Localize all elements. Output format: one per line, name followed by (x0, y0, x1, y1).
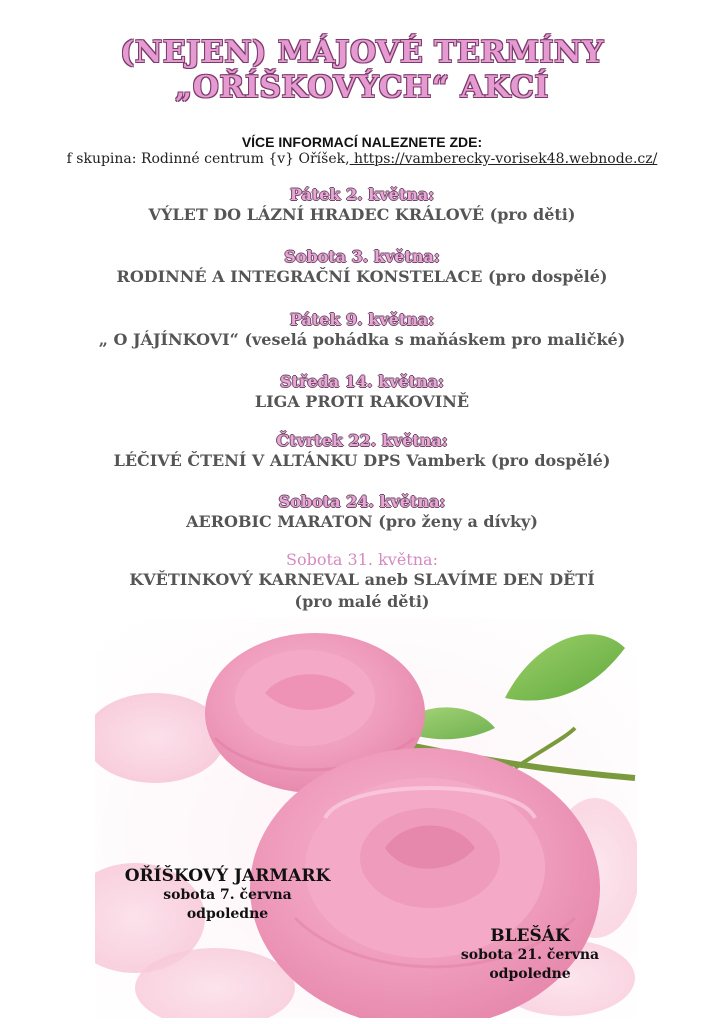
event-desc: „ O JÁJÍNKOVI“ (veselá pohádka s maňáskem pro maličké) (98, 330, 626, 349)
event-desc: LÉČIVÉ ČTENÍ V ALTÁNKU DPS Vamberk (pro dospělé) (113, 451, 611, 470)
blesak-title: BLEŠÁK (490, 926, 570, 946)
event-date: Sobota 3. května: (284, 247, 440, 266)
website-link[interactable]: https://vamberecky-vorisek48.webnode.cz/ (349, 151, 658, 167)
event-date: Sobota 24. května: (278, 492, 446, 511)
info-text: f skupina: Rodinné centrum {v} Oříšek, (66, 151, 350, 167)
event-desc: LIGA PROTI RAKOVINĚ (254, 392, 470, 411)
event-desc-line2: (pro malé děti) (294, 592, 430, 611)
event-jarmark (105, 866, 350, 924)
jarmark-title: OŘÍŠKOVÝ JARMARK (124, 866, 331, 886)
title-line-1: (NEJEN) MÁJOVÉ TERMÍNY (120, 35, 604, 70)
event-desc: VÝLET DO LÁZNÍ HRADEC KRÁLOVÉ (pro děti) (148, 205, 576, 224)
title-line-2: „OŘÍŠKOVÝCH“ AKCÍ (175, 70, 549, 105)
info-line (0, 151, 724, 167)
event-date: Pátek 9. května: (289, 310, 435, 329)
event-blesak (445, 926, 615, 984)
jarmark-date: sobota 7. června (163, 887, 292, 903)
event-date: Středa 14. května: (280, 372, 444, 391)
event-desc: RODINNÉ A INTEGRAČNÍ KONSTELACE (pro dospělé) (116, 267, 608, 286)
event-desc: AEROBIC MARATON (pro ženy a dívky) (186, 512, 538, 531)
info-heading: VÍCE INFORMACÍ NALEZNETE ZDE: (241, 134, 483, 150)
jarmark-time: odpoledne (186, 906, 269, 922)
event-date: Pátek 2. května: (289, 185, 435, 204)
blesak-date: sobota 21. června (460, 947, 600, 963)
blesak-time: odpoledne (489, 966, 571, 982)
event-desc: KVĚTINKOVÝ KARNEVAL aneb SLAVÍME DEN DĚTÍ (129, 570, 595, 589)
event-date: Sobota 31. května: (286, 550, 438, 569)
event-date: Čtvrtek 22. května: (276, 431, 448, 450)
